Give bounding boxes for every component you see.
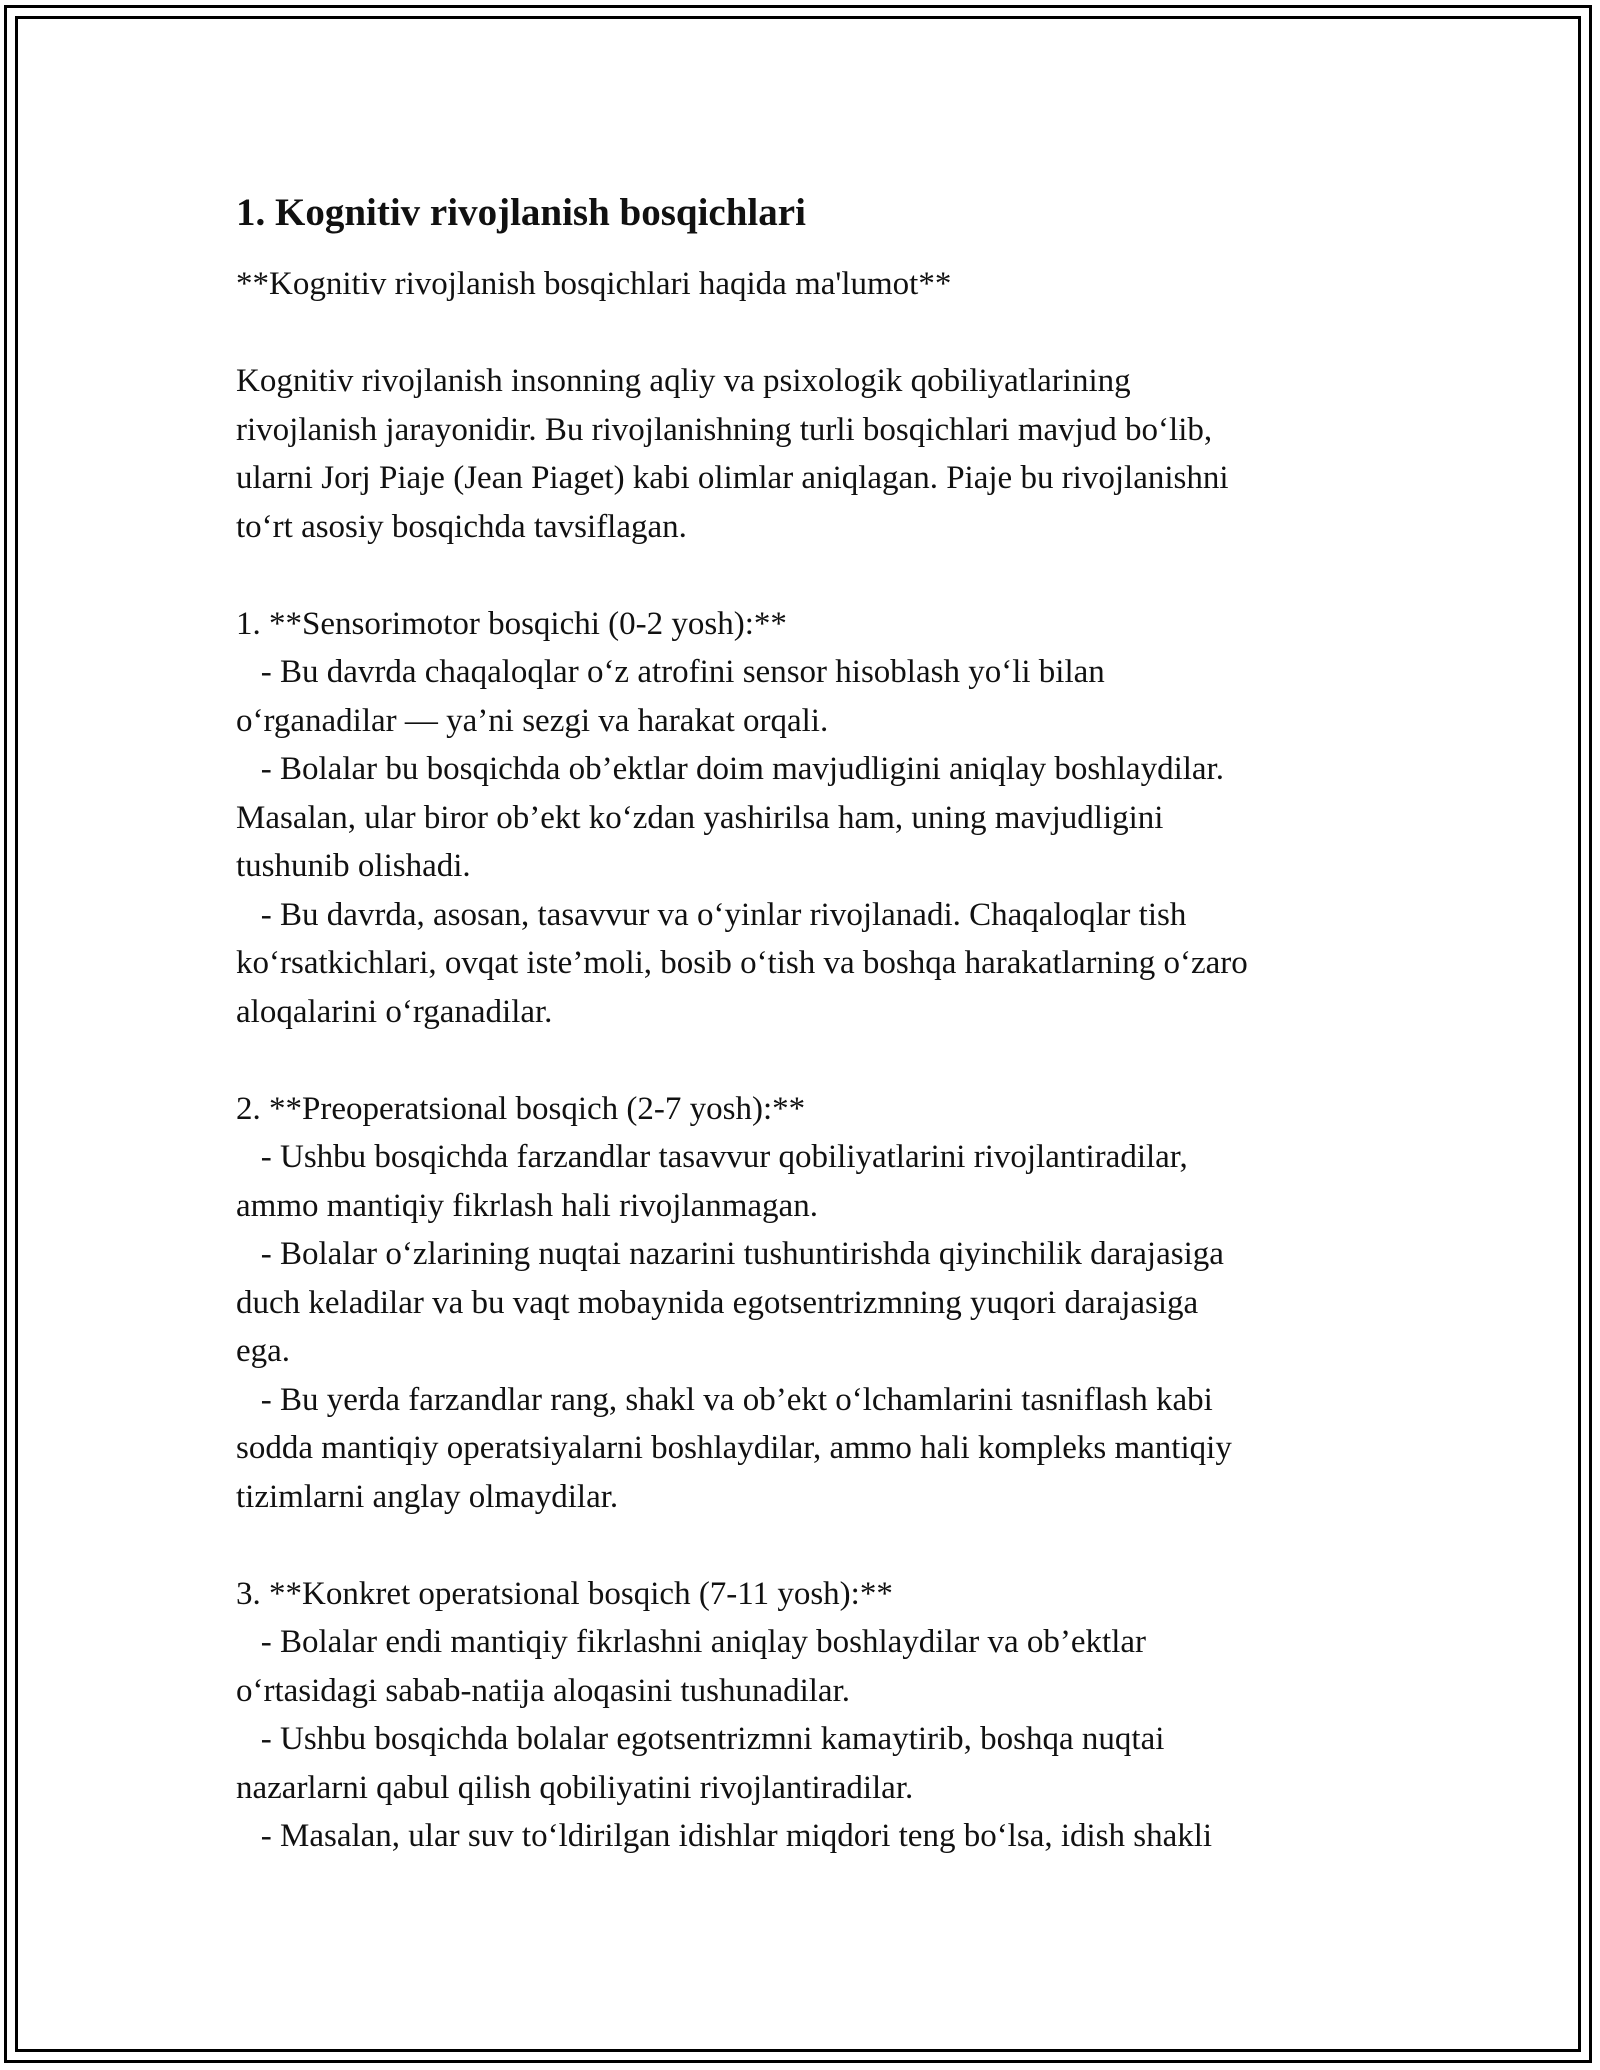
text-line: ularni Jorj Piaje (Jean Piaget) kabi olimlar aniqlagan. Piaje bu rivojlanishni (236, 460, 1229, 496)
text-line: o‘rganadilar — ya’ni sezgi va harakat orqali. (236, 702, 829, 739)
text-line: - Ushbu bosqichda farzandlar tasavvur qobiliyatlarini rivojlantiradilar, (236, 1139, 1188, 1175)
paragraph-gap (236, 1036, 1386, 1085)
text-line: - Bolalar o‘zlarining nuqtai nazarini tushuntirishda qiyinchilik darajasiga (236, 1236, 1224, 1272)
text-line: - Bolalar bu bosqichda ob’ektlar doim mavjudligini aniqlay boshlaydilar. (236, 751, 1224, 787)
text-line: Masalan, ular biror ob’ekt ko‘zdan yashirilsa ham, uning mavjudligini (236, 799, 1164, 836)
text-line: - Masalan, ular suv to‘ldirilgan idishlar miqdori teng bo‘lsa, idish shakli (236, 1818, 1213, 1854)
text-line: o‘rtasidagi sabab-natija aloqasini tushunadilar. (236, 1672, 850, 1709)
text-line: - Bu yerda farzandlar rang, shakl va ob’ekt o‘lchamlarini tasniflash kabi (236, 1381, 1213, 1418)
text-line: nazarlarni qabul qilish qobiliyatini rivojlantiradilar. (236, 1769, 914, 1806)
text-line: tushunib olishadi. (236, 848, 471, 884)
text-line: duch keladilar va bu vaqt mobaynida egotsentrizmning yuqori darajasiga (236, 1284, 1199, 1321)
text-line: 2. **Preoperatsional bosqich (2-7 yosh):** (236, 1090, 806, 1127)
text-line: tizimlarni anglay olmaydilar. (236, 1478, 619, 1515)
text-line: ega. (236, 1333, 291, 1369)
text-line: rivojlanish jarayonidir. Bu rivojlanishning turli bosqichlari mavjud bo‘lib, (236, 411, 1213, 448)
text-line: **Kognitiv rivojlanish bosqichlari haqida ma'lumot** (236, 266, 952, 302)
text-block (236, 260, 1386, 1861)
text-line: - Bu davrda, asosan, tasavvur va o‘yinlar rivojlanadi. Chaqaloqlar tish (236, 896, 1187, 933)
text-line: ko‘rsatkichlari, ovqat iste’moli, bosib o‘tish va boshqa harakatlarning o‘zaro (236, 945, 1248, 981)
text-line: 3. **Konkret operatsional bosqich (7-11 yosh):** (236, 1575, 893, 1612)
paragraph-gap (236, 1521, 1386, 1570)
text-line: to‘rt asosiy bosqichda tavsiflagan. (236, 508, 687, 545)
text-line: - Bu davrda chaqaloqlar o‘z atrofini sensor hisoblash yo‘li bilan (236, 654, 1105, 690)
document-body (236, 186, 1386, 1861)
paragraph-gap (236, 309, 1386, 358)
paragraph-gap (236, 551, 1386, 600)
text-line: ammo mantiqiy fikrlash hali rivojlanmagan. (236, 1187, 818, 1224)
page-title: 1. Kognitiv rivojlanish bosqichlari (236, 191, 806, 234)
text-line: sodda mantiqiy operatsiyalarni boshlaydilar, ammo hali kompleks mantiqiy (236, 1430, 1232, 1466)
text-line: - Ushbu bosqichda bolalar egotsentrizmni kamaytirib, boshqa nuqtai (236, 1721, 1165, 1757)
text-line: - Bolalar endi mantiqiy fikrlashni aniqlay boshlaydilar va ob’ektlar (236, 1624, 1146, 1660)
text-line: 1. **Sensorimotor bosqichi (0-2 yosh):** (236, 605, 787, 642)
text-line: aloqalarini o‘rganadilar. (236, 993, 553, 1030)
text-line: Kognitiv rivojlanish insonning aqliy va psixologik qobiliyatlarining (236, 363, 1131, 399)
